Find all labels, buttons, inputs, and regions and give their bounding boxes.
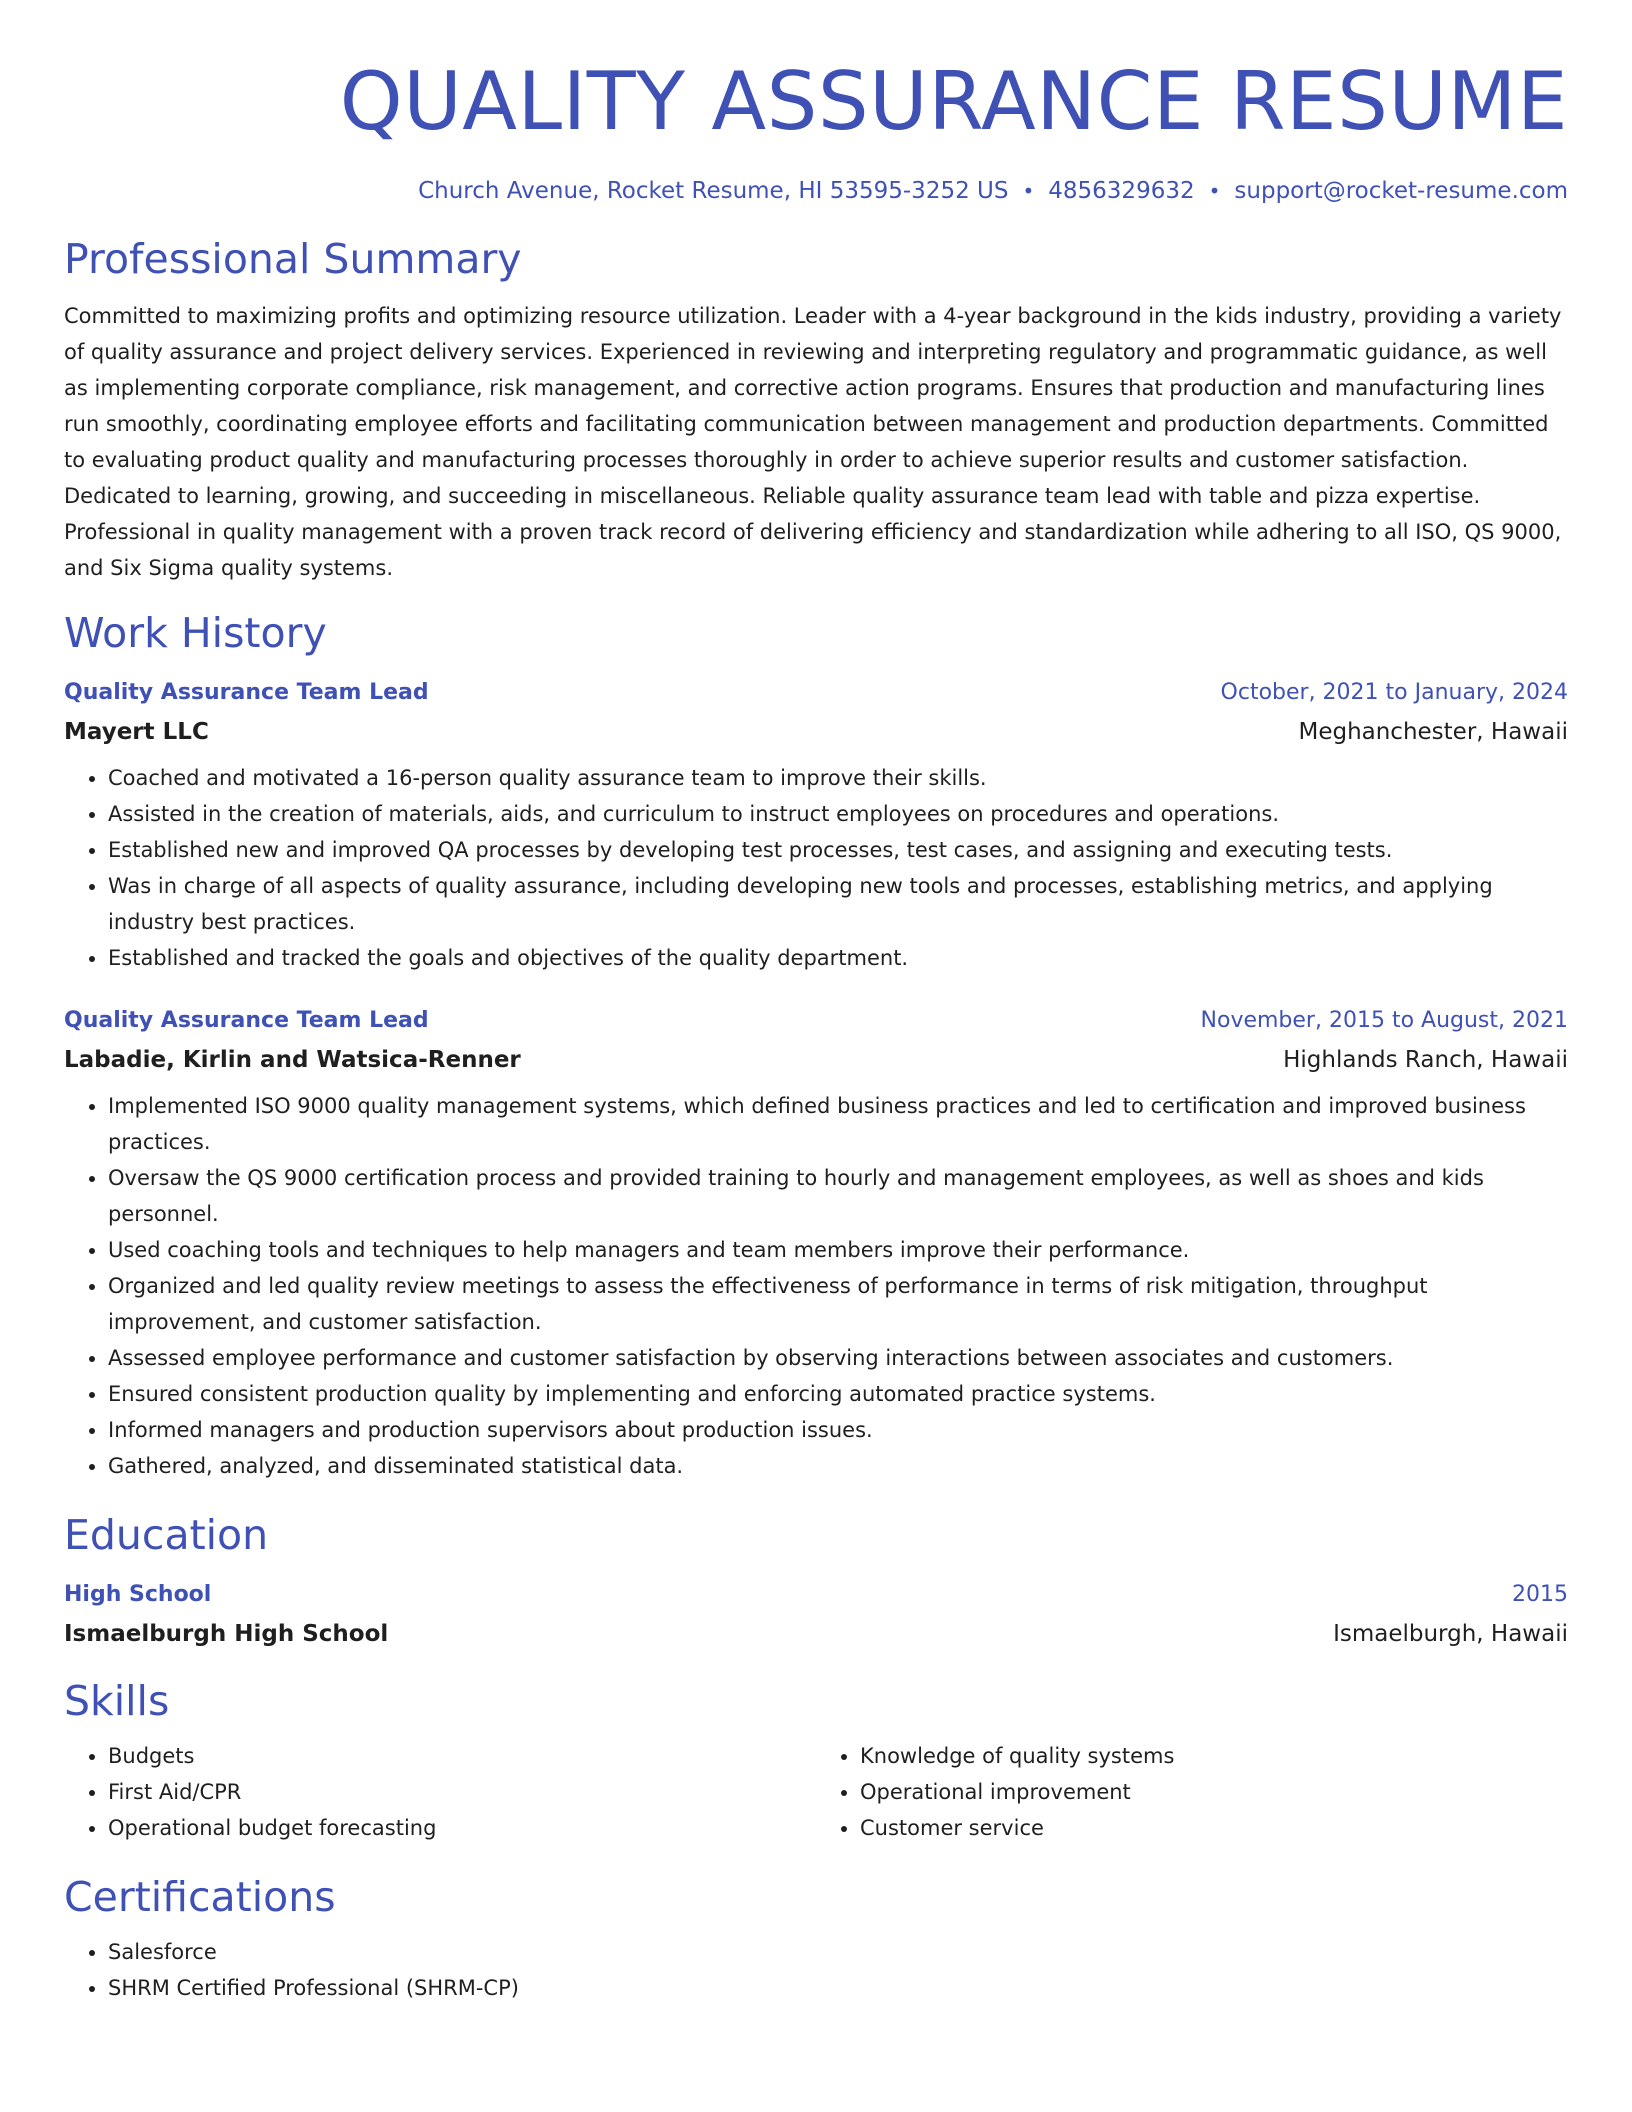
job-company: Labadie, Kirlin and Watsica-Renner: [64, 1047, 521, 1073]
contact-line: [64, 176, 1568, 206]
list-item: • Assisted in the creation of materials, aids, and curriculum to instruct employees on procedures and operations.: [108, 796, 1568, 832]
work-history-heading: Work History: [64, 609, 327, 657]
certification-item: • SHRM Certified Professional (SHRM-CP): [108, 1970, 1568, 2006]
skill-item: • Customer service: [860, 1810, 1568, 1846]
list-item: • Ensured consistent production quality by implementing and enforcing automated practice systems.: [108, 1376, 1568, 1412]
certifications-section: [64, 1872, 1568, 2006]
resume-header: [64, 0, 1568, 206]
work-history-section: [64, 608, 1568, 1484]
contact-separator: •: [1022, 179, 1035, 203]
contact-phone: 4856329632: [1048, 178, 1195, 204]
job-company-row: [64, 716, 1568, 748]
skill-item: • First Aid/CPR: [108, 1774, 816, 1810]
skills-heading: Skills: [64, 1677, 170, 1725]
education-location: Ismaelburgh, Hawaii: [1333, 1621, 1568, 1647]
job-entry: [64, 1006, 1568, 1484]
education-school: Ismaelburgh High School: [64, 1621, 389, 1647]
skill-item: • Operational improvement: [860, 1774, 1568, 1810]
list-item: • Coached and motivated a 16-person quality assurance team to improve their skills.: [108, 760, 1568, 796]
education-school-row: [64, 1618, 1568, 1650]
list-item: • Was in charge of all aspects of quality assurance, including developing new tools and processes, establishing metrics, and applying industry best practices.: [108, 868, 1568, 940]
education-heading: Education: [64, 1511, 269, 1559]
list-item: • Assessed employee performance and customer satisfaction by observing interactions between associates and customers.: [108, 1340, 1568, 1376]
education-degree: High School: [64, 1582, 212, 1607]
job-entry: [64, 678, 1568, 976]
education-year: 2015: [1512, 1582, 1568, 1607]
job-company: Mayert LLC: [64, 719, 209, 745]
certification-item: • Salesforce: [108, 1934, 1568, 1970]
skill-item: • Operational budget forecasting: [108, 1810, 816, 1846]
skills-list-left: [64, 1738, 816, 1846]
job-title-row: [64, 678, 1568, 708]
certifications-heading: Certifications: [64, 1873, 336, 1921]
job-company-row: [64, 1044, 1568, 1076]
job-dates: November, 2015 to August, 2021: [1200, 1008, 1568, 1033]
job-bullets: [64, 760, 1568, 976]
list-item: • Established and tracked the goals and objectives of the quality department.: [108, 940, 1568, 976]
skill-item: • Knowledge of quality systems: [860, 1738, 1568, 1774]
list-item: • Informed managers and production supervisors about production issues.: [108, 1412, 1568, 1448]
job-bullets: [64, 1088, 1568, 1484]
list-item: • Used coaching tools and techniques to help managers and team members improve their performance.: [108, 1232, 1568, 1268]
certifications-list: [64, 1934, 1568, 2006]
skill-item: • Budgets: [108, 1738, 816, 1774]
job-dates: October, 2021 to January, 2024: [1220, 680, 1568, 705]
education-section: [64, 1510, 1568, 1650]
resume-title: QUALITY ASSURANCE RESUME: [339, 55, 1568, 148]
skills-section: [64, 1676, 1568, 1846]
resume-page: [64, 0, 1568, 2006]
job-location: Highlands Ranch, Hawaii: [1283, 1047, 1568, 1073]
list-item: • Established new and improved QA processes by developing test processes, test cases, and assigning and executing tests.: [108, 832, 1568, 868]
summary-heading: Professional Summary: [64, 235, 522, 283]
list-item: • Gathered, analyzed, and disseminated statistical data.: [108, 1448, 1568, 1484]
list-item: • Organized and led quality review meetings to assess the effectiveness of performance in terms of risk mitigation, throughput improvement, and customer satisfaction.: [108, 1268, 1568, 1340]
skills-list-right: [816, 1738, 1568, 1846]
summary-section: [64, 234, 1568, 586]
summary-text: Committed to maximizing profits and optimizing resource utilization. Leader with a 4-year background in the kids industry, providing a variety of quality assurance and project delivery services. Experienced in reviewing and interpreting regulatory and programmatic guidance, as well as implementing corporate compliance, risk management, and corrective action programs. Ensures that production and manufacturing lines run smoothly, coordinating employee efforts and facilitating communication between management and production departments. Committed to evaluating product quality and manufacturing processes thoroughly in order to achieve superior results and customer satisfaction. Dedicated to learning, growing, and succeeding in miscellaneous. Reliable quality assurance team lead with table and pizza expertise. Professional in quality management with a proven track record of delivering efficiency and standardization while adhering to all ISO, QS 9000, and Six Sigma quality systems.: [64, 304, 1562, 580]
job-title: Quality Assurance Team Lead: [64, 1008, 429, 1033]
education-degree-row: [64, 1580, 1568, 1610]
contact-email[interactable]: support@rocket-resume.com: [1234, 178, 1568, 204]
list-item: • Implemented ISO 9000 quality management systems, which defined business practices and led to certification and improved business practices.: [108, 1088, 1568, 1160]
job-location: Meghanchester, Hawaii: [1298, 719, 1568, 745]
job-title: Quality Assurance Team Lead: [64, 680, 429, 705]
list-item: • Oversaw the QS 9000 certification process and provided training to hourly and management employees, as well as shoes and kids personnel.: [108, 1160, 1568, 1232]
job-title-row: [64, 1006, 1568, 1036]
contact-address: Church Avenue, Rocket Resume, HI 53595-3252 US: [418, 178, 1009, 204]
skills-grid: [64, 1726, 1568, 1846]
contact-separator: •: [1208, 179, 1221, 203]
